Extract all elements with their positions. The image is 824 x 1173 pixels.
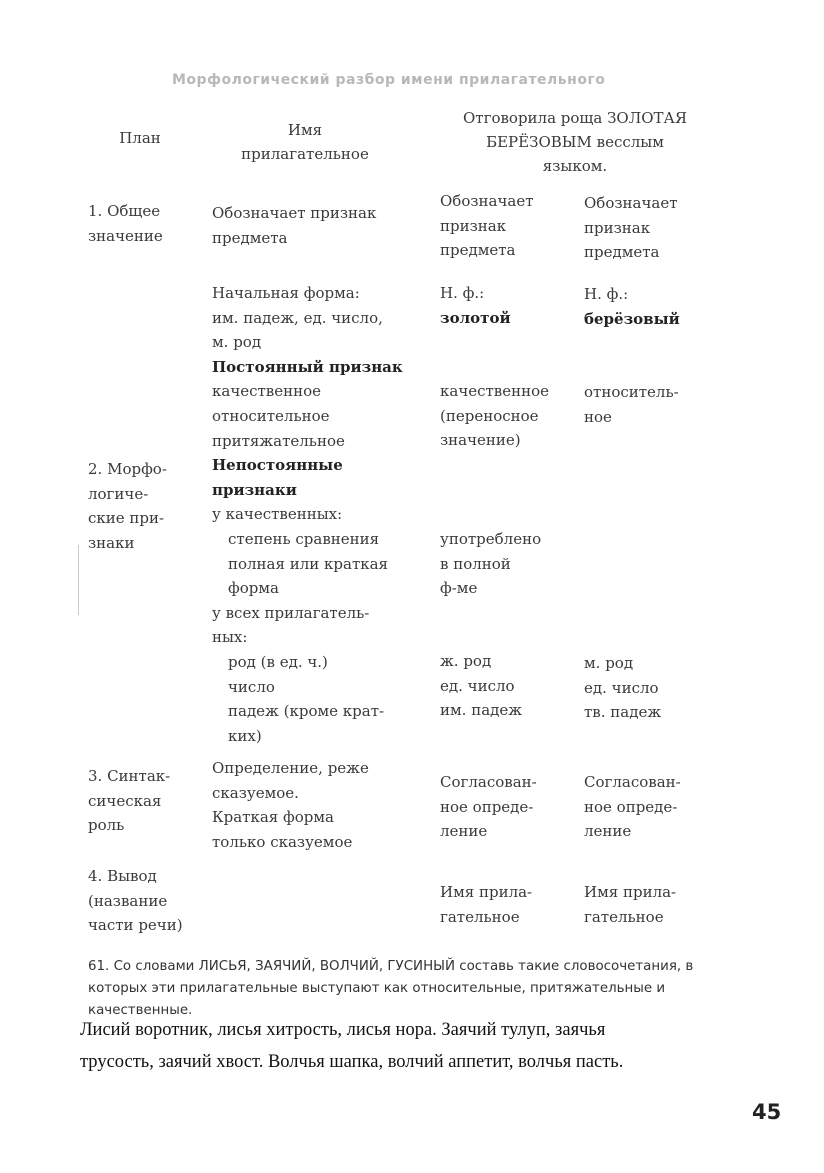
cell-line: тв. падеж <box>584 703 662 722</box>
cell-line: ские при- <box>88 509 165 528</box>
zolotaya-cell <box>440 527 541 601</box>
berezovym-cell <box>584 651 661 725</box>
cell-line: 3. Синтак- <box>88 767 171 785</box>
cell-line: ед. число <box>440 676 515 695</box>
cell-line: Н. ф.: <box>584 285 629 303</box>
cell-line: притяжательное <box>212 431 345 450</box>
cell-line: ных: <box>212 628 248 647</box>
name-cell <box>212 281 403 748</box>
answer-line: трусость, заячий хвост. Волчья шапка, волчий аппетит, волчья пасть. <box>80 1052 624 1072</box>
header-sentence-line: БЕРЁЗОВЫМ весслым <box>486 133 664 151</box>
cell-line: признак <box>584 218 651 237</box>
cell-line: только сказуемое <box>212 832 353 851</box>
task-text: Со словами ЛИСЬЯ, ЗАЯЧИЙ, ВОЛЧИЙ, ГУСИНЫЙ составь такие словосочетания, в которых эти прилагательные выступают как относительные, притяжательные и качественные. <box>88 959 694 1018</box>
plan-cell <box>88 864 183 938</box>
header-name-line: Имя <box>287 121 323 139</box>
page-title: Морфологический разбор имени прилагательного <box>172 72 606 88</box>
header-name-line: прилагательное <box>241 145 369 163</box>
berezovym-cell <box>584 282 680 331</box>
cell-line: качественное <box>440 382 550 400</box>
zolotaya-cell <box>440 379 549 453</box>
cell-line: 2. Морфо- <box>88 460 167 478</box>
cell-line: ное опреде- <box>440 797 534 816</box>
header-sentence <box>430 106 720 178</box>
zolotaya-cell <box>440 189 534 263</box>
cell-line: Постоянный признак <box>212 357 403 376</box>
cell-line: берёзовый <box>584 309 680 328</box>
cell-line: форма <box>228 579 279 598</box>
page-number: 45 <box>752 1100 782 1124</box>
table-border <box>78 545 79 615</box>
cell-line: употреблено <box>440 530 542 548</box>
cell-line: знаки <box>88 533 135 552</box>
cell-line: число <box>228 677 275 696</box>
cell-line: м. род <box>584 654 634 672</box>
cell-line: м. род <box>212 333 262 352</box>
cell-line: Обозначает <box>584 194 678 212</box>
cell-line: значение <box>88 226 163 245</box>
cell-line: Непостоянные <box>212 456 343 475</box>
cell-line: им. падеж, ед. число, <box>212 308 383 327</box>
cell-line: ж. род <box>440 652 492 670</box>
cell-line: у качественных: <box>212 505 343 524</box>
cell-line: падеж (кроме крат- <box>228 702 385 721</box>
cell-line: род (в ед. ч.) <box>228 652 328 671</box>
berezovym-cell <box>584 770 681 844</box>
berezovym-cell <box>584 380 679 429</box>
cell-line: (переносное <box>440 406 539 425</box>
cell-line: качественное <box>212 382 322 401</box>
cell-line: степень сравнения <box>228 529 380 548</box>
task-number: 61. <box>88 959 110 974</box>
cell-line: сическая <box>88 791 162 810</box>
zolotaya-cell <box>440 770 537 844</box>
cell-line: предмета <box>440 241 516 260</box>
answer-line: Лисий воротник, лисья хитрость, лисья нора. Заячий тулуп, заячья <box>80 1020 606 1040</box>
cell-line: ких) <box>228 726 262 745</box>
cell-line: Определение, реже <box>212 759 369 777</box>
cell-line: Н. ф.: <box>440 284 485 302</box>
plan-cell <box>88 199 163 248</box>
cell-line: значение) <box>440 431 521 450</box>
header-plan: План <box>119 129 161 147</box>
cell-line: в полной <box>440 554 511 573</box>
cell-line: Обозначает признак <box>212 204 377 222</box>
task-61 <box>88 956 728 1022</box>
cell-line: предмета <box>212 228 288 247</box>
cell-line: ление <box>584 822 632 841</box>
cell-line: ное <box>584 407 612 426</box>
cell-line: (название <box>88 891 168 910</box>
cell-line: полная или краткая <box>228 554 389 573</box>
cell-line: Имя прила- <box>584 883 677 901</box>
cell-line: Краткая форма <box>212 808 334 827</box>
cell-line: относительное <box>212 406 330 425</box>
cell-line: предмета <box>584 243 660 262</box>
zolotaya-cell <box>440 649 522 723</box>
header-sentence-line: Отговорила роща ЗОЛОТАЯ <box>462 109 688 127</box>
cell-line: ед. число <box>584 678 659 697</box>
cell-line: Имя прила- <box>440 883 533 901</box>
cell-line: Начальная форма: <box>212 284 360 302</box>
berezovym-cell <box>584 191 678 265</box>
zolotaya-cell <box>440 281 511 330</box>
zolotaya-cell <box>440 880 532 929</box>
cell-line: сказуемое. <box>212 783 299 802</box>
cell-line: золотой <box>440 308 511 327</box>
plan-cell <box>88 457 167 555</box>
cell-line: части речи) <box>88 916 183 935</box>
cell-line: признак <box>440 216 507 235</box>
plan-cell <box>88 764 170 838</box>
cell-line: ф-ме <box>440 579 478 598</box>
cell-line: гательное <box>440 907 520 926</box>
header-sentence-line: языком. <box>542 157 608 175</box>
header-name <box>210 118 400 166</box>
cell-line: 4. Вывод <box>88 867 157 885</box>
name-cell <box>212 756 369 854</box>
cell-line: Обозначает <box>440 192 534 210</box>
cell-line: относитель- <box>584 383 679 401</box>
cell-line: гательное <box>584 907 664 926</box>
cell-line: признаки <box>212 480 297 499</box>
berezovym-cell <box>584 880 676 929</box>
cell-line: им. падеж <box>440 701 523 720</box>
cell-line: ление <box>440 822 488 841</box>
cell-line: Согласован- <box>440 773 537 791</box>
cell-line: роль <box>88 816 125 835</box>
name-cell <box>212 201 376 250</box>
cell-line: 1. Общее <box>88 202 161 220</box>
cell-line: у всех прилагатель- <box>212 603 370 622</box>
cell-line: ное опреде- <box>584 797 678 816</box>
cell-line: Согласован- <box>584 773 681 791</box>
cell-line: логиче- <box>88 484 149 503</box>
